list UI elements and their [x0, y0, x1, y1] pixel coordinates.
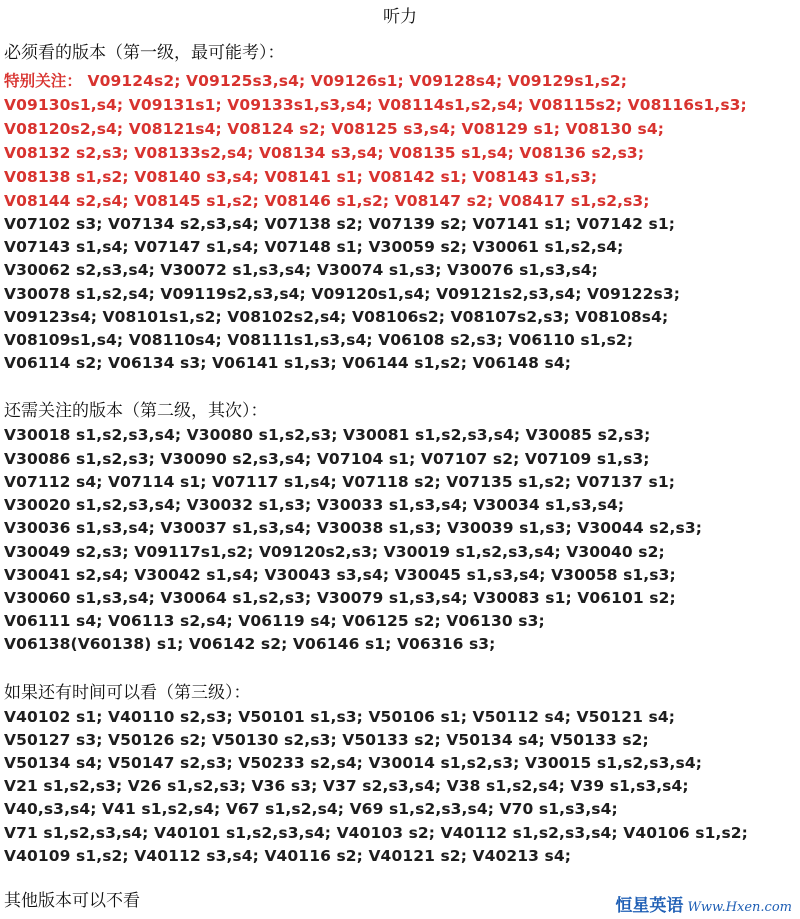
- watermark-url: Www.Hxen.com: [687, 900, 792, 915]
- section-3-line: V50134 s4; V50147 s2,s3; V50233 s2,s4; V30014 s1,s2,s3; V30015 s1,s2,s3,s4;: [4, 754, 703, 772]
- section-1-line: V07143 s1,s4; V07147 s1,s4; V07148 s1; V30059 s2; V30061 s1,s2,s4;: [4, 238, 624, 256]
- section-1-red-line: V08138 s1,s2; V08140 s3,s4; V08141 s1; V08142 s1; V08143 s1,s3;: [4, 168, 598, 186]
- section-1-line: V08109s1,s4; V08110s4; V08111s1,s3,s4; V06108 s2,s3; V06110 s1,s2;: [4, 331, 634, 349]
- section-1-heading: 必须看的版本（第一级，最可能考）：: [4, 43, 285, 63]
- section-1-red-line: V09130s1,s4; V09131s1; V09133s1,s3,s4; V08114s1,s2,s4; V08115s2; V08116s1,s3;: [4, 96, 747, 114]
- section-2-line: V30086 s1,s2,s3; V30090 s2,s3,s4; V07104 s1; V07107 s2; V07109 s1,s3;: [4, 450, 650, 468]
- section-1-line: V30078 s1,s2,s4; V09119s2,s3,s4; V09120s1,s4; V09121s2,s3,s4; V09122s3;: [4, 285, 681, 303]
- section-1-red-line: V08132 s2,s3; V08133s2,s4; V08134 s3,s4; V08135 s1,s4; V08136 s2,s3;: [4, 144, 645, 162]
- section-1-red-line: V08144 s2,s4; V08145 s1,s2; V08146 s1,s2; V08147 s2; V08417 s1,s2,s3;: [4, 192, 650, 210]
- section-3-heading: 如果还有时间可以看（第三级）：: [4, 683, 251, 703]
- section-2-line: V30020 s1,s2,s3,s4; V30032 s1,s3; V30033 s1,s3,s4; V30034 s1,s3,s4;: [4, 496, 625, 514]
- section-3-line: V71 s1,s2,s3,s4; V40101 s1,s2,s3,s4; V40103 s2; V40112 s1,s2,s3,s4; V40106 s1,s2;: [4, 824, 748, 842]
- section-1-line: V09123s4; V08101s1,s2; V08102s2,s4; V08106s2; V08107s2,s3; V08108s4;: [4, 308, 669, 326]
- section-2-line: V07112 s4; V07114 s1; V07117 s1,s4; V07118 s2; V07135 s1,s2; V07137 s1;: [4, 473, 676, 491]
- section-2-heading: 还需关注的版本（第二级，其次）：: [4, 401, 268, 421]
- section-2-line: V30041 s2,s4; V30042 s1,s4; V30043 s3,s4; V30045 s1,s3,s4; V30058 s1,s3;: [4, 566, 676, 584]
- section-1-line: V06114 s2; V06134 s3; V06141 s1,s3; V06144 s1,s2; V06148 s4;: [4, 354, 572, 372]
- section-2-line: V06111 s4; V06113 s2,s4; V06119 s4; V06125 s2; V06130 s3;: [4, 612, 545, 630]
- section-2-line: V06138(V60138) s1; V06142 s2; V06146 s1; V06316 s3;: [4, 635, 496, 653]
- section-2-line: V30018 s1,s2,s3,s4; V30080 s1,s2,s3; V30081 s1,s2,s3,s4; V30085 s2,s3;: [4, 426, 651, 444]
- section-1-red-line: V08120s2,s4; V08121s4; V08124 s2; V08125 s3,s4; V08129 s1; V08130 s4;: [4, 120, 665, 138]
- section-3-line: V50127 s3; V50126 s2; V50130 s2,s3; V50133 s2; V50134 s4; V50133 s2;: [4, 731, 649, 749]
- footer-note: 其他版本可以不看: [4, 891, 140, 911]
- section-3-line: V40102 s1; V40110 s2,s3; V50101 s1,s3; V50106 s1; V50112 s4; V50121 s4;: [4, 708, 676, 726]
- section-3-line: V40,s3,s4; V41 s1,s2,s4; V67 s1,s2,s4; V69 s1,s2,s3,s4; V70 s1,s3,s4;: [4, 800, 618, 818]
- section-2-line: V30036 s1,s3,s4; V30037 s1,s3,s4; V30038 s1,s3; V30039 s1,s3; V30044 s2,s3;: [4, 519, 703, 537]
- section-1-line: V07102 s3; V07134 s2,s3,s4; V07138 s2; V07139 s2; V07141 s1; V07142 s1;: [4, 215, 676, 233]
- watermark: [615, 897, 792, 917]
- section-3-line: V21 s1,s2,s3; V26 s1,s2,s3; V36 s3; V37 s2,s3,s4; V38 s1,s2,s4; V39 s1,s3,s4;: [4, 777, 689, 795]
- section-1-red-line: 特别关注： V09124s2; V09125s3,s4; V09126s1; V09128s4; V09129s1,s2;: [4, 72, 628, 90]
- section-2-line: V30060 s1,s3,s4; V30064 s1,s2,s3; V30079 s1,s3,s4; V30083 s1; V06101 s2;: [4, 589, 676, 607]
- section-2-line: V30049 s2,s3; V09117s1,s2; V09120s2,s3; V30019 s1,s2,s3,s4; V30040 s2;: [4, 543, 665, 561]
- watermark-brand: 恒星英语: [615, 896, 684, 916]
- page-title: 听力: [383, 7, 417, 27]
- section-1-line: V30062 s2,s3,s4; V30072 s1,s3,s4; V30074 s1,s3; V30076 s1,s3,s4;: [4, 261, 598, 279]
- section-3-line: V40109 s1,s2; V40112 s3,s4; V40116 s2; V40121 s2; V40213 s4;: [4, 847, 572, 865]
